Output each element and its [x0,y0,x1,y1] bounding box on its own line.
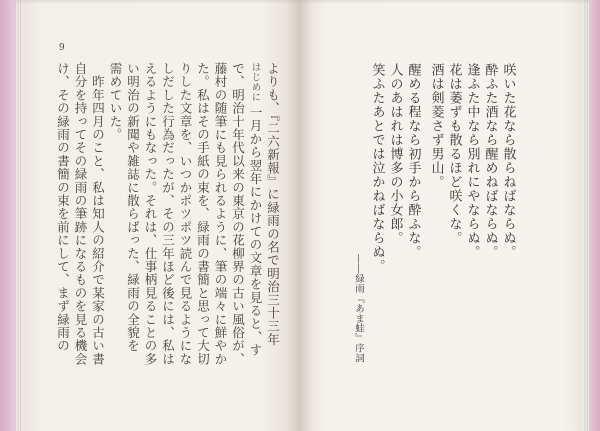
left-page-text-column: えるようにもなった。それは、仕事柄見ることの多 [143,62,158,366]
left-page-text-column: け、その緑雨の書簡の束を前にして、まず緑雨の [55,62,71,353]
epigraph-line: 酔ふた酒なら醒めねばならぬ。 [482,63,498,259]
epigraph-attribution: ――緑雨『あま蛙』序詞 [353,254,364,363]
book-cover-edge-right [589,0,600,431]
page-number: 9 [59,43,65,53]
left-page-text-column: 藤村の随筆にも見られるように、筆の端々に鮮やか [213,62,228,366]
left-page-text-column: た。私はその手紙の束を、緑雨の書簡と思って大切 [195,62,211,366]
left-page-text-column: で、明治十年代以来の東京の花柳界の古い風俗が、 [230,62,246,366]
left-page-text-column: 自分を持ってその緑雨の筆跡になるものを見る機会 [73,62,88,366]
left-page-text-column: しだした行為だったが、その三年ほど後には、私は [160,62,176,366]
left-page-text-column: よりも、『二六新報』に緑雨の名で明治三十三年 [265,62,281,347]
left-page-text-column: い明治の新聞や雑誌に散らばった、緑雨の全貌を [125,62,141,353]
left-page-text-column: 一月から翌年にかけての文章を見ると、す [248,106,263,357]
epigraph-line: 醒める程なら初手から酔ふな。 [405,63,421,259]
section-heading: はじめに [249,62,261,102]
epigraph-line: 花は萎ずも散るほど咲くな。 [446,63,462,245]
left-page-text-column: 需めていた。 [108,62,123,142]
top-edge-shadow [15,0,589,4]
epigraph-line: 酒は剣菱さず男山。 [428,63,444,189]
page-gutter [286,0,314,431]
left-page-text-column: 昨年四月のこと、私は知人の紹介で某家の古い書 [90,62,106,366]
epigraph-line: 逢ふた中なら別れにやならぬ。 [464,63,480,259]
epigraph-line: 人のあはれは博多の小女郎。 [387,63,403,245]
epigraph-line: 咲いた花なら散らねばならぬ。 [500,63,516,259]
epigraph-line: 笑ふたあとでは泣かねばならぬ。 [369,63,385,273]
book-cover-edge-left [0,0,15,431]
page-stack-edge-left [15,0,22,431]
left-page-text-column: りした文章を、いつかポツポツ読んで見るようにな [178,62,193,366]
